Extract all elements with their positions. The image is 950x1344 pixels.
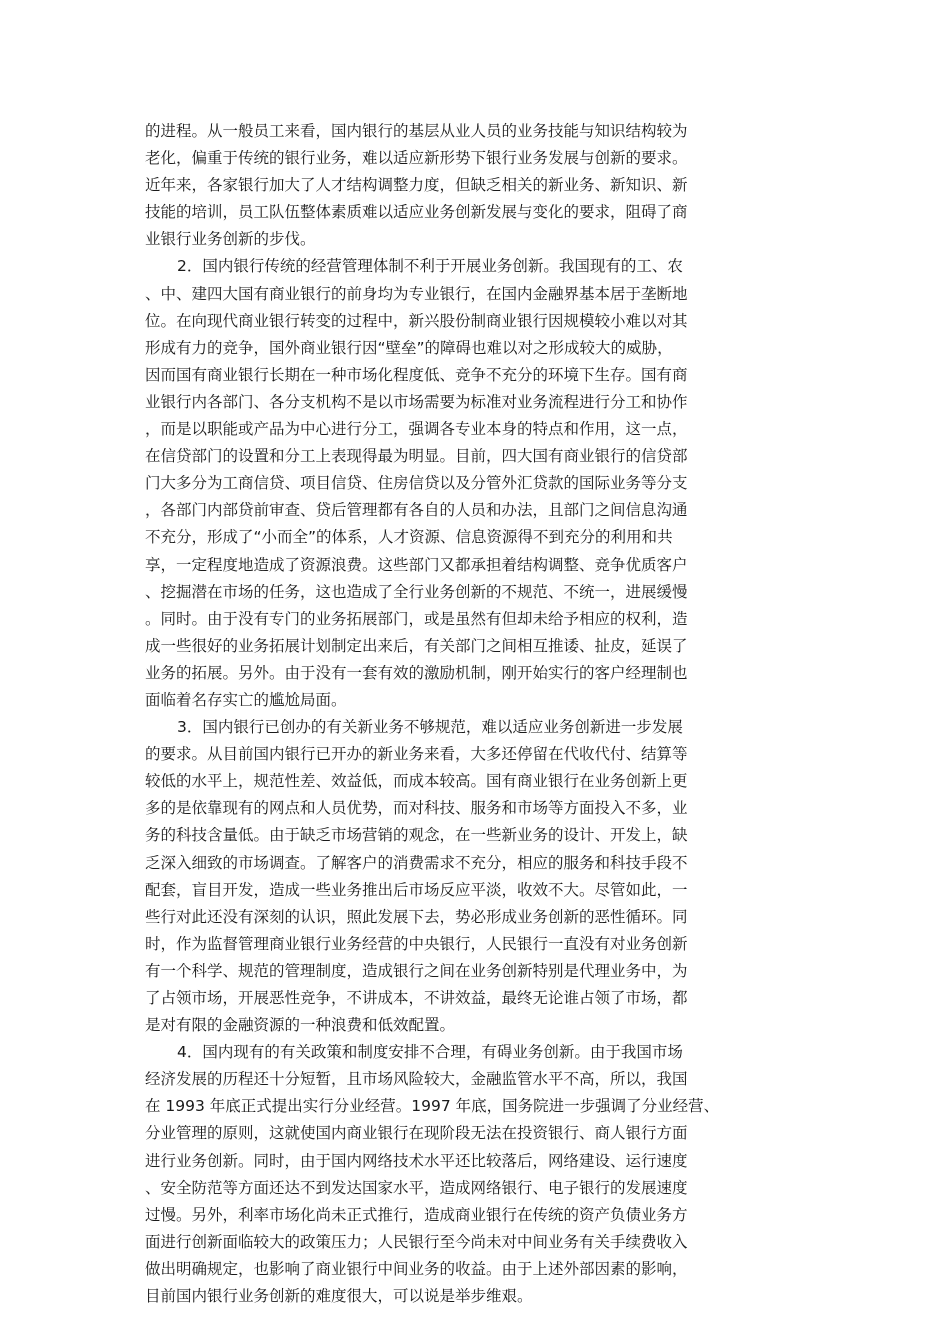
text-line: 形成有力的竞争，国外商业银行因“壁垒”的障碍也难以对之形成较大的威胁， <box>145 338 673 357</box>
text-line: 目前国内银行业务创新的难度很大，可以说是举步维艰。 <box>145 1287 533 1306</box>
text-line: 技能的培训，员工队伍整体素质难以适应业务创新发展与变化的要求，阻碍了商 <box>145 203 688 222</box>
text-line: 不充分，形成了“小而全”的体系，人才资源、信息资源得不到充分的利用和共 <box>145 528 673 547</box>
text-line: 、挖掘潜在市场的任务，这也造成了全行业务创新的不规范、不统一，进展缓慢 <box>145 582 688 601</box>
text-line: 业银行内各部门、各分支机构不是以市场需要为标准对业务流程进行分工和协作 <box>145 392 688 411</box>
paragraph-first-line: 3．国内银行已创办的有关新业务不够规范，难以适应业务创新进一步发展 <box>177 718 683 737</box>
text-line: 在信贷部门的设置和分工上表现得最为明显。目前，四大国有商业银行的信贷部 <box>145 447 688 466</box>
text-line: ，各部门内部贷前审查、贷后管理都有各自的人员和办法，且部门之间信息沟通 <box>145 501 688 520</box>
text-line: 享，一定程度地造成了资源浪费。这些部门又都承担着结构调整、竞争优质客户 <box>145 555 688 574</box>
text-line: 做出明确规定，也影响了商业银行中间业务的收益。由于上述外部因素的影响， <box>145 1259 688 1278</box>
text-line: 面进行创新面临较大的政策压力；人民银行至今尚未对中间业务有关手续费收入 <box>145 1232 688 1251</box>
body-text <box>145 118 765 1310</box>
text-line: 过慢。另外，利率市场化尚未正式推行，造成商业银行在传统的资产负债业务方 <box>145 1205 688 1224</box>
text-line: 门大多分为工商信贷、项目信贷、住房信贷以及分管外汇贷款的国际业务等分支 <box>145 474 688 493</box>
text-line: 些行对此还没有深刻的认识，照此发展下去，势必形成业务创新的恶性循环。同 <box>145 907 688 926</box>
text-line: 的要求。从目前国内银行已开办的新业务来看，大多还停留在代收代付、结算等 <box>145 745 688 764</box>
text-line: 分业管理的原则，这就使国内商业银行在现阶段无法在投资银行、商人银行方面 <box>145 1124 688 1143</box>
text-line: 、中、建四大国有商业银行的前身均为专业银行，在国内金融界基本居于垄断地 <box>145 284 688 303</box>
text-line: 老化，偏重于传统的银行业务，难以适应新形势下银行业务发展与创新的要求。 <box>145 149 688 168</box>
text-line: 因而国有商业银行长期在一种市场化程度低、竞争不充分的环境下生存。国有商 <box>145 365 688 384</box>
text-line: 是对有限的金融资源的一种浪费和低效配置。 <box>145 1016 456 1035</box>
text-line: 配套，盲目开发，造成一些业务推出后市场反应平淡，收效不大。尽管如此，一 <box>145 880 688 899</box>
paragraph-first-line: 2．国内银行传统的经营管理体制不利于开展业务创新。我国现有的工、农 <box>177 257 683 276</box>
text-line: 业务的拓展。另外。由于没有一套有效的激励机制，刚开始实行的客户经理制也 <box>145 663 688 682</box>
text-line: 。同时。由于没有专门的业务拓展部门，或是虽然有但却未给予相应的权利，造 <box>145 609 688 628</box>
text-line: 的进程。从一般员工来看，国内银行的基层从业人员的业务技能与知识结构较为 <box>145 122 688 140</box>
text-line: 进行业务创新。同时，由于国内网络技术水平还比较落后，网络建设、运行速度 <box>145 1151 688 1170</box>
text-line: 乏深入细致的市场调查。了解客户的消费需求不充分，相应的服务和科技手段不 <box>145 853 688 872</box>
text-line: 近年来，各家银行加大了人才结构调整力度，但缺乏相关的新业务、新知识、新 <box>145 176 688 195</box>
text-line: 了占领市场，开展恶性竞争，不讲成本，不讲效益，最终无论谁占领了市场，都 <box>145 989 688 1007</box>
text-line: 多的是依靠现有的网点和人员优势，而对科技、服务和市场等方面投入不多，业 <box>145 799 688 818</box>
text-line: 务的科技含量低。由于缺乏市场营销的观念，在一些新业务的设计、开发上，缺 <box>145 826 688 845</box>
text-line: 成一些很好的业务拓展计划制定出来后，有关部门之间相互推诿、扯皮，延误了 <box>145 636 688 655</box>
text-line: 位。在向现代商业银行转变的过程中，新兴股份制商业银行因规模较小难以对其 <box>145 311 688 330</box>
text-line: 在 1993 年底正式提出实行分业经营。1997 年底，国务院进一步强调了分业经营、 <box>145 1097 720 1116</box>
text-line: 经济发展的历程还十分短暂，且市场风险较大，金融监管水平不高，所以，我国 <box>145 1070 688 1089</box>
text-line: ，而是以职能或产品为中心进行分工，强调各专业本身的特点和作用，这一点， <box>145 420 688 439</box>
text-line: 时，作为监督管理商业银行业务经营的中央银行，人民银行一直没有对业务创新 <box>145 934 688 953</box>
text-line: 业银行业务创新的步伐。 <box>145 230 316 249</box>
text-line: 较低的水平上，规范性差、效益低，而成本较高。国有商业银行在业务创新上更 <box>145 772 688 791</box>
text-line: 、安全防范等方面还达不到发达国家水平，造成网络银行、电子银行的发展速度 <box>145 1178 688 1197</box>
paragraph-first-line: 4．国内现有的有关政策和制度安排不合理，有碍业务创新。由于我国市场 <box>177 1043 683 1062</box>
text-line: 面临着名存实亡的尴尬局面。 <box>145 690 347 709</box>
text-line: 有一个科学、规范的管理制度，造成银行之间在业务创新特别是代理业务中，为 <box>145 961 688 980</box>
